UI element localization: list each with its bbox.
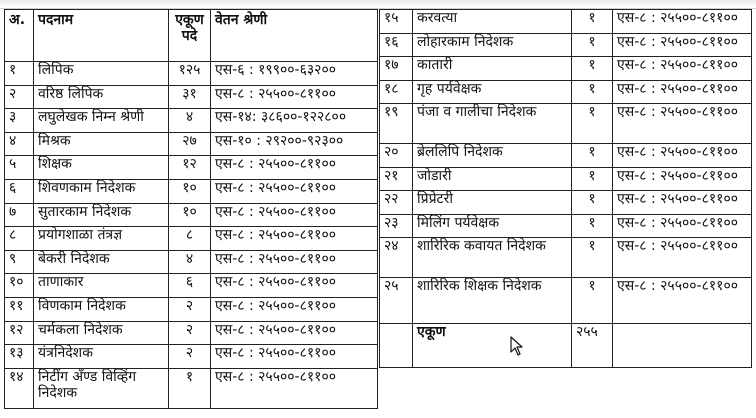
pay-scale-cell: एस-८ : २५५००-८११००: [613, 104, 752, 144]
post-name-cell: शारिरिक कवायत निदेशक: [413, 238, 572, 278]
table-row: [5, 321, 378, 345]
pay-scale-cell: एस-८ : २५५००-८११००: [613, 144, 752, 168]
serial-cell: २३: [380, 214, 413, 238]
post-count-cell: १: [572, 10, 613, 34]
post-count-cell: १२: [169, 156, 211, 180]
total-pay-empty-cell: [613, 324, 752, 368]
table-row: [380, 238, 752, 278]
post-count-cell: १: [572, 167, 613, 191]
table-row: [380, 57, 752, 81]
table-row: [380, 278, 752, 324]
table-row: [5, 62, 378, 86]
pay-scale-cell: एस-८ : २५५००-८११००: [211, 297, 378, 321]
pay-scale-cell: एस-८ : २५५००-८११००: [613, 278, 752, 324]
pay-scale-cell: एस-८ : २५५००-८११००: [613, 80, 752, 104]
post-name-cell: बेकरी निदेशक: [34, 250, 169, 274]
post-count-cell: २: [169, 345, 211, 369]
post-name-cell: प्रयोगशाळा तंत्रज्ञ: [34, 227, 169, 251]
pay-scale-cell: एस-८ : २५५००-८११००: [211, 156, 378, 180]
post-name-cell: शिवणकाम निदेशक: [34, 179, 169, 203]
table-row: [380, 144, 752, 168]
pay-scale-cell: एस-८ : २५५००-८११००: [613, 191, 752, 215]
header-pay-scale: वेतन श्रेणी: [211, 10, 378, 62]
table-row: [5, 345, 378, 369]
post-name-cell: लोहारकाम निदेशक: [413, 33, 572, 57]
table-row: [5, 368, 378, 408]
top-edge: [0, 0, 756, 9]
table-row: [380, 10, 752, 34]
post-name-cell: यंत्रनिदेशक: [34, 345, 169, 369]
pay-scale-cell: एस-८ : २५५००-८११००: [613, 167, 752, 191]
table-row: [380, 167, 752, 191]
post-count-cell: १: [572, 57, 613, 81]
post-count-cell: २: [169, 321, 211, 345]
post-count-cell: २७: [169, 132, 211, 156]
post-name-cell: मिलिंग पर्यवेक्षक: [413, 214, 572, 238]
post-name-cell: लिपिक: [34, 62, 169, 86]
post-count-cell: १: [169, 368, 211, 408]
post-count-cell: १: [572, 214, 613, 238]
table-row: [380, 104, 752, 144]
post-count-cell: १: [572, 191, 613, 215]
pay-scale-cell: एस-८ : २५५००-८११००: [211, 203, 378, 227]
post-count-cell: ४: [169, 250, 211, 274]
posts-table-right: [379, 9, 752, 368]
post-count-cell: १: [572, 104, 613, 144]
table-row: [5, 250, 378, 274]
post-count-cell: १: [572, 80, 613, 104]
post-name-cell: शारिरिक शिक्षक निदेशक: [413, 278, 572, 324]
table-row: [5, 85, 378, 109]
total-label: एकूण: [413, 324, 572, 368]
serial-cell: ८: [5, 227, 34, 251]
serial-cell: ७: [5, 203, 34, 227]
pay-scale-cell: एस-८ : २५५००-८११००: [613, 33, 752, 57]
post-count-cell: ६: [169, 274, 211, 298]
post-count-cell: ४: [169, 109, 211, 133]
post-name-cell: शिक्षक: [34, 156, 169, 180]
serial-cell: २५: [380, 278, 413, 324]
pay-scale-cell: एस-१० : २९२००-९२३००: [211, 132, 378, 156]
post-count-cell: १: [572, 238, 613, 278]
post-count-cell: १: [572, 278, 613, 324]
pay-scale-cell: एस-८ : २५५००-८११००: [211, 250, 378, 274]
serial-cell: २०: [380, 144, 413, 168]
post-count-cell: १२५: [169, 62, 211, 86]
post-name-cell: कातारी: [413, 57, 572, 81]
posts-table-left: [4, 9, 378, 409]
post-name-cell: गृह पर्यवेक्षक: [413, 80, 572, 104]
serial-cell: ९: [5, 250, 34, 274]
pay-scale-cell: एस-८ : २५५००-८११००: [613, 214, 752, 238]
table-row: [380, 191, 752, 215]
serial-cell: १८: [380, 80, 413, 104]
serial-cell: ११: [5, 297, 34, 321]
table-row: [5, 179, 378, 203]
mouse-pointer-icon: [510, 336, 524, 356]
pay-scale-cell: एस-८ : २५५००-८११००: [211, 274, 378, 298]
pay-scale-cell: एस-८ : २५५००-८११००: [211, 345, 378, 369]
post-name-cell: चर्मकला निदेशक: [34, 321, 169, 345]
pay-scale-cell: एस-८ : २५५००-८११००: [613, 238, 752, 278]
pay-scale-cell: एस-८ : २५५००-८११००: [613, 10, 752, 34]
serial-cell: २२: [380, 191, 413, 215]
header-serial: अ.: [5, 10, 34, 62]
pay-scale-cell: एस-८ : २५५००-८११००: [211, 179, 378, 203]
serial-cell: १३: [5, 345, 34, 369]
header-post-name: पदनाम: [34, 10, 169, 62]
table-row: [380, 33, 752, 57]
table-row: [5, 297, 378, 321]
post-name-cell: ब्रेललिपि निदेशक: [413, 144, 572, 168]
table-row: [5, 156, 378, 180]
table-header-row: [5, 10, 378, 62]
post-name-cell: पंजा व गालीचा निदेशक: [413, 104, 572, 144]
serial-cell: ५: [5, 156, 34, 180]
table-row: [380, 80, 752, 104]
table-row: [5, 132, 378, 156]
serial-cell: १७: [380, 57, 413, 81]
post-count-cell: १०: [169, 203, 211, 227]
serial-cell: १५: [380, 10, 413, 34]
total-empty-cell: [380, 324, 413, 368]
post-name-cell: वरिष्ठ लिपिक: [34, 85, 169, 109]
serial-cell: १६: [380, 33, 413, 57]
pay-scale-cell: एस-८ : २५५००-८११००: [211, 368, 378, 408]
post-name-cell: मिश्रक: [34, 132, 169, 156]
post-name-cell: लघुलेखक निम्न श्रेणी: [34, 109, 169, 133]
table-row: [5, 203, 378, 227]
post-name-cell: प्रिप्रेटरी: [413, 191, 572, 215]
pay-scale-cell: एस-८ : २५५००-८११००: [211, 321, 378, 345]
post-name-cell: जोडारी: [413, 167, 572, 191]
header-total-posts: एकूण पदे: [169, 10, 211, 62]
post-name-cell: करवत्या: [413, 10, 572, 34]
post-count-cell: २: [169, 297, 211, 321]
post-name-cell: ताणाकार: [34, 274, 169, 298]
serial-cell: ६: [5, 179, 34, 203]
table-row: [5, 227, 378, 251]
serial-cell: २१: [380, 167, 413, 191]
pay-scale-cell: एस-८ : २५५००-८११००: [211, 85, 378, 109]
serial-cell: १९: [380, 104, 413, 144]
post-count-cell: ८: [169, 227, 211, 251]
serial-cell: ४: [5, 132, 34, 156]
total-value: २५५: [572, 324, 613, 368]
post-name-cell: सुतारकाम निदेशक: [34, 203, 169, 227]
post-count-cell: ३१: [169, 85, 211, 109]
post-count-cell: १: [572, 144, 613, 168]
serial-cell: १२: [5, 321, 34, 345]
serial-cell: २: [5, 85, 34, 109]
table-row: [5, 274, 378, 298]
serial-cell: १०: [5, 274, 34, 298]
post-count-cell: १: [572, 33, 613, 57]
post-name-cell: निटींग अँण्ड विव्हिंग निदेशक: [34, 368, 169, 408]
total-row: [380, 324, 752, 368]
table-row: [380, 214, 752, 238]
post-name-cell: विणकाम निदेशक: [34, 297, 169, 321]
pay-scale-cell: एस-८ : २५५००-८११००: [211, 227, 378, 251]
pay-scale-cell: एस-६ : १९९००-६३२००: [211, 62, 378, 86]
serial-cell: ३: [5, 109, 34, 133]
pay-scale-cell: एस-८ : २५५००-८११००: [613, 57, 752, 81]
serial-cell: २४: [380, 238, 413, 278]
serial-cell: १४: [5, 368, 34, 408]
post-count-cell: १०: [169, 179, 211, 203]
serial-cell: १: [5, 62, 34, 86]
table-row: [5, 109, 378, 133]
pay-scale-cell: एस-१४: ३८६००-१२२८००: [211, 109, 378, 133]
